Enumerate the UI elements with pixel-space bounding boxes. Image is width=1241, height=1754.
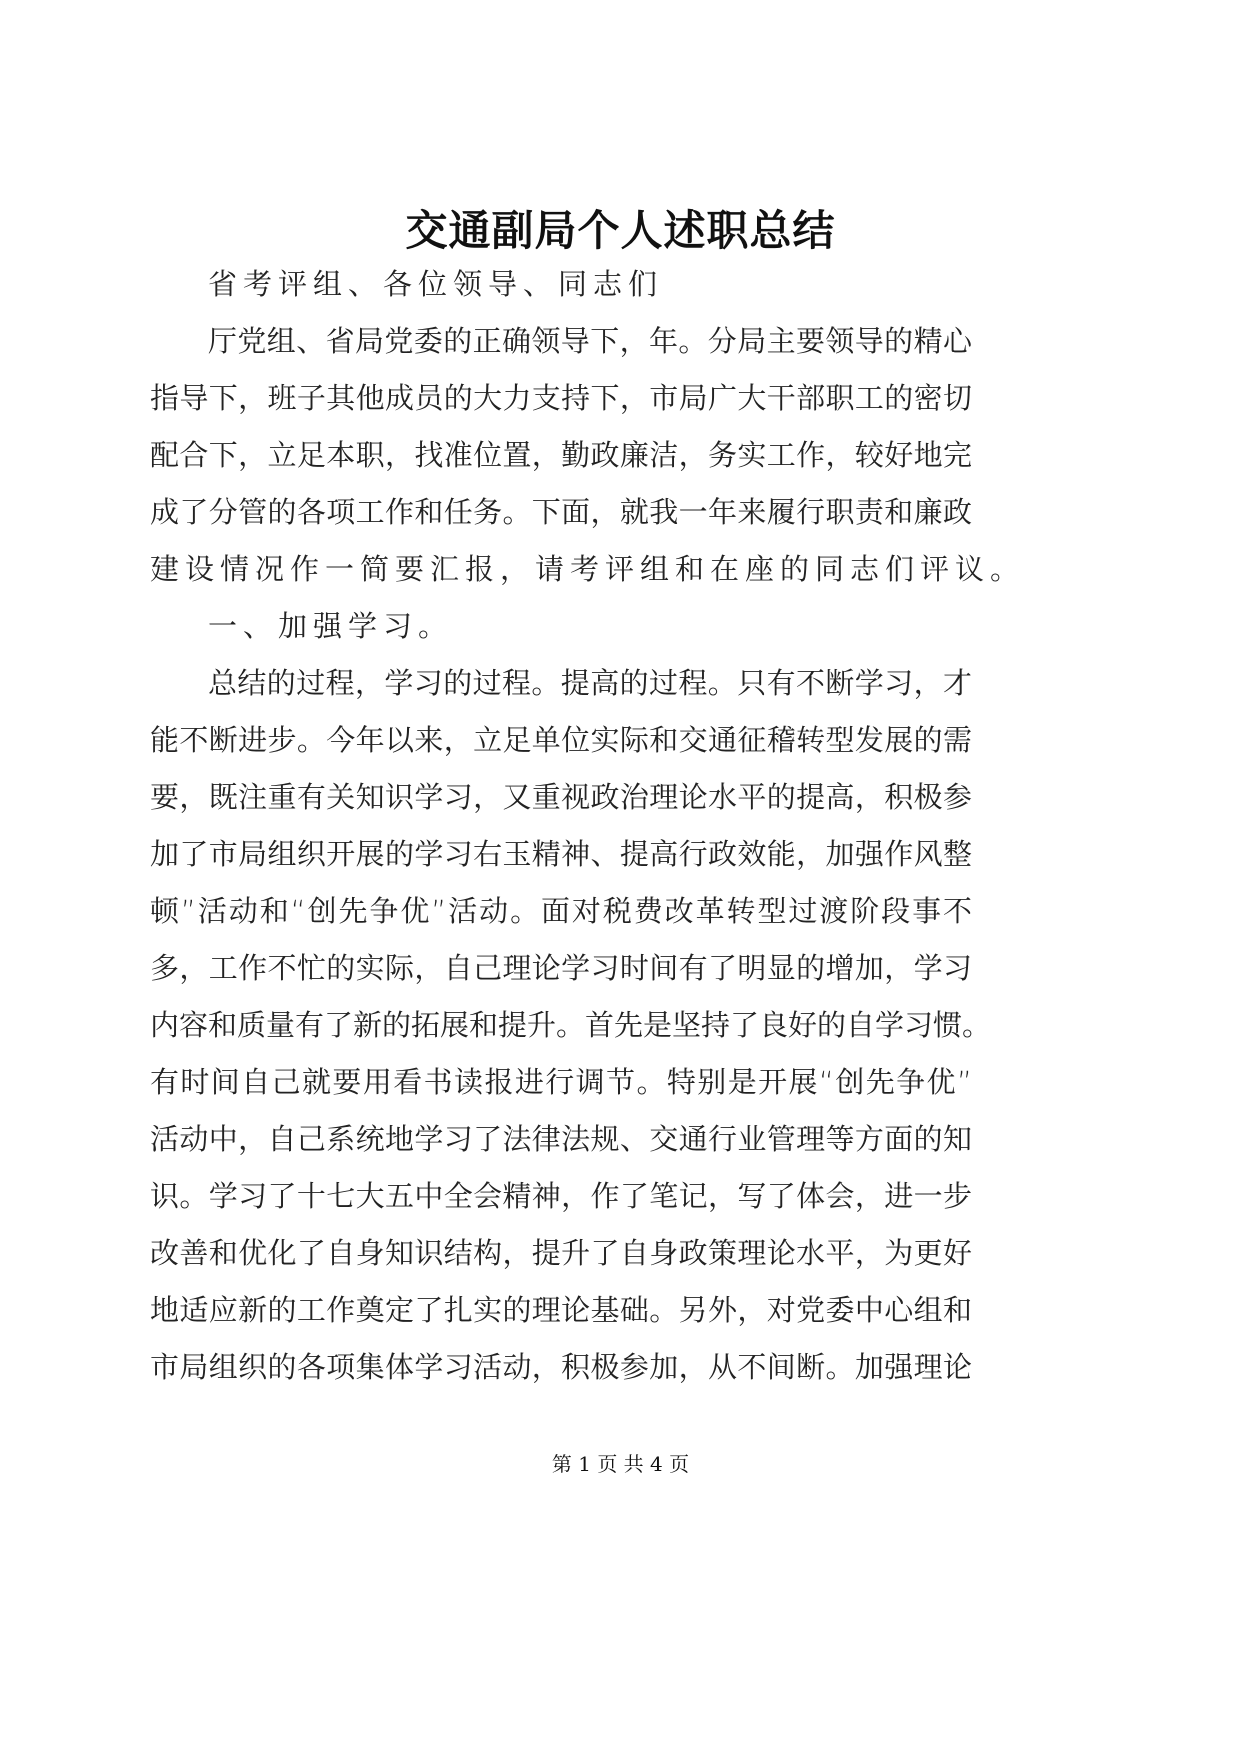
text-line: 加了市局组织开展的学习右玉精神、提高行政效能，加强作风整 (150, 837, 972, 871)
paragraph (150, 655, 992, 1396)
text-line: 厅党组、省局党委的正确领导下，年。分局主要领导的精心 (208, 324, 972, 358)
text-line: 识。学习了十七大五中全会精神，作了笔记，写了体会，进一步 (150, 1179, 972, 1213)
text-line: 有时间自己就要用看书读报进行调节。特别是开展“创先争优” (150, 1065, 972, 1099)
paragraph (150, 313, 1026, 598)
text-line: 地适应新的工作奠定了扎实的理论基础。另外，对党委中心组和 (150, 1293, 972, 1327)
text-line: 内容和质量有了新的拓展和提升。首先是坚持了良好的自学习惯。 (150, 1008, 992, 1042)
text-line: 能不断进步。今年以来，立足单位实际和交通征稽转型发展的需 (150, 723, 972, 757)
text-line: 一、加强学习。 (208, 609, 454, 643)
paragraph (150, 598, 972, 655)
text-line: 指导下，班子其他成员的大力支持下，市局广大干部职工的密切 (150, 381, 972, 415)
text-line: 建设情况作一简要汇报，请考评组和在座的同志们评议。 (150, 552, 1026, 586)
text-line: 活动中，自己系统地学习了法律法规、交通行业管理等方面的知 (150, 1122, 972, 1156)
document-body (150, 256, 1026, 1396)
text-line: 改善和优化了自身知识结构，提升了自身政策理论水平，为更好 (150, 1236, 972, 1270)
text-line: 多，工作不忙的实际，自己理论学习时间有了明显的增加，学习 (150, 951, 972, 985)
text-line: 顿”活动和“创先争优”活动。面对税费改革转型过渡阶段事不 (150, 894, 972, 928)
paragraph (150, 256, 972, 313)
text-line: 配合下，立足本职，找准位置，勤政廉洁，务实工作，较好地完 (150, 438, 972, 472)
text-line: 省考评组、各位领导、同志们 (208, 267, 664, 301)
document-title: 交通副局个人述职总结 (405, 206, 836, 255)
text-line: 总结的过程，学习的过程。提高的过程。只有不断学习，才 (208, 666, 972, 700)
text-line: 市局组织的各项集体学习活动，积极参加，从不间断。加强理论 (150, 1350, 972, 1384)
text-line: 成了分管的各项工作和任务。下面，就我一年来履行职责和廉政 (150, 495, 972, 529)
page-footer: 第 1 页 共 4 页 (551, 1452, 690, 1476)
text-line: 要，既注重有关知识学习，又重视政治理论水平的提高，积极参 (150, 780, 972, 814)
